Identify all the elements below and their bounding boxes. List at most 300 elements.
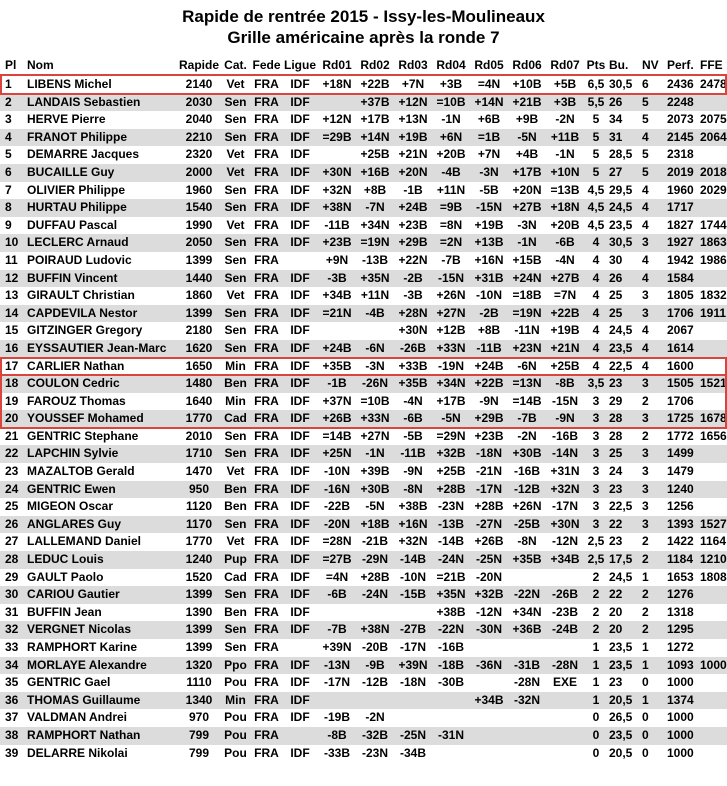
cell-rd04: -14B	[437, 534, 464, 549]
cell-rd06: +9B	[515, 112, 539, 127]
cell-pts: 3	[592, 411, 600, 426]
cell-rd04: -15N	[437, 270, 464, 285]
cell-fede: FRA	[254, 552, 279, 567]
cell-rd04: +25B	[436, 464, 466, 479]
cell-fede: FRA	[254, 481, 279, 496]
table-row	[0, 481, 727, 499]
cell-ffe: 1678	[700, 411, 727, 426]
cell-ligue: IDF	[290, 411, 310, 426]
cell-pts: 6,5	[587, 77, 605, 91]
cell-pl: 23	[5, 464, 19, 479]
cell-bu: 22	[609, 516, 623, 531]
cell-cat: Sen	[224, 305, 247, 320]
cell-rd06: =18B	[512, 288, 542, 303]
cell-pl: 13	[5, 288, 19, 303]
cell-rd01: -17N	[323, 675, 350, 690]
cell-rapide: 1240	[185, 552, 213, 567]
cell-ligue: IDF	[290, 534, 310, 549]
cell-rd05: -9N	[479, 393, 499, 408]
cell-fede: FRA	[254, 288, 279, 303]
cell-rd03: +24B	[398, 200, 428, 215]
cell-fede: FRA	[254, 569, 279, 584]
cell-pl: 36	[5, 692, 19, 707]
cell-perf: 1000	[667, 727, 694, 742]
cell-bu: 17,5	[609, 552, 633, 567]
cell-pl: 18	[5, 376, 19, 391]
cell-ffe	[699, 358, 727, 376]
cell-fede: FRA	[254, 323, 279, 338]
cell-rd03: +32N	[398, 534, 428, 549]
cell-perf: 2248	[667, 94, 694, 109]
cell-rd01: -13N	[323, 657, 350, 672]
cell-ffe: 1808	[700, 569, 727, 584]
cell-rd07: +21N	[550, 340, 580, 355]
cell-rd06: +26N	[512, 499, 542, 514]
cell-cat: Sen	[224, 200, 247, 215]
cell-bu: 24,5	[609, 200, 633, 215]
cell-rd02: -2N	[365, 710, 385, 725]
cell-nv: 5	[642, 112, 649, 127]
cell-fede: FRA	[254, 182, 279, 197]
cell-nom: DELARRE Nikolai	[27, 745, 128, 760]
cell-rd06: =14B	[512, 393, 542, 408]
cell-rd07: -28N	[551, 657, 578, 672]
cell-perf: 1706	[667, 393, 694, 408]
cell-perf: 1272	[667, 640, 694, 654]
cell-rd05: -12N	[475, 604, 502, 619]
cell-bu: 22,5	[609, 499, 633, 514]
cell-perf: 1000	[667, 675, 694, 690]
cell-rd01: +38N	[322, 200, 352, 215]
cell-nom: LIBENS Michel	[27, 77, 112, 91]
cell-ligue: IDF	[290, 77, 310, 91]
cell-fede: FRA	[254, 516, 279, 531]
cell-pts: 4,5	[587, 217, 605, 232]
cell-nv: 2	[642, 622, 649, 637]
cell-pl: 6	[5, 164, 12, 179]
cell-ligue: IDF	[290, 552, 310, 567]
cell-rd01	[318, 692, 356, 710]
table-row	[0, 199, 727, 217]
cell-perf: 2073	[667, 112, 694, 127]
cell-ffe	[699, 270, 727, 288]
cell-fede: FRA	[254, 640, 279, 654]
cell-pl: 4	[5, 129, 12, 144]
cell-perf: 1927	[667, 235, 694, 250]
cell-pl: 2	[5, 94, 12, 109]
cell-pts: 2	[592, 569, 600, 584]
cell-rd04: +12B	[436, 323, 466, 338]
cell-rd04: +26N	[436, 288, 466, 303]
cell-ligue: IDF	[290, 129, 310, 144]
standings-subtitle: Grille américaine après la ronde 7	[227, 28, 500, 47]
cell-perf: 2067	[667, 323, 694, 338]
cell-nom: RAMPHORT Nathan	[27, 727, 141, 742]
cell-cat: Sen	[224, 640, 247, 654]
cell-rapide: 2010	[185, 428, 213, 443]
cell-rd02	[356, 692, 394, 710]
cell-rd03: +16N	[398, 516, 428, 531]
cell-pts: 3	[592, 464, 600, 479]
cell-pl: 20	[5, 411, 19, 426]
cell-rd06: -25B	[513, 516, 540, 531]
cell-fede: FRA	[254, 587, 279, 602]
cell-nom: GAULT Paolo	[27, 569, 104, 584]
cell-ffe	[699, 393, 727, 411]
cell-rd06: +4B	[515, 147, 539, 162]
cell-rd05: -17N	[475, 481, 502, 496]
cell-rd01: -7B	[327, 622, 347, 637]
cell-fede: FRA	[254, 147, 279, 162]
cell-pl: 27	[5, 534, 19, 549]
cell-ligue: IDF	[290, 569, 310, 584]
cell-cat: Vet	[226, 164, 245, 179]
table-row	[0, 217, 727, 235]
cell-ligue: IDF	[290, 112, 310, 127]
cell-pl: 34	[5, 657, 19, 672]
cell-bu: 24	[609, 464, 623, 479]
cell-rd07: -15N	[551, 393, 578, 408]
cell-rd05: -27N	[475, 516, 502, 531]
cell-nom: FRANOT Philippe	[27, 129, 127, 144]
cell-rd03: -6B	[403, 411, 423, 426]
cell-rd07: +32N	[550, 481, 580, 496]
cell-rd02: -24N	[361, 587, 388, 602]
cell-nv: 4	[642, 270, 649, 285]
cell-rd02: -29N	[361, 552, 388, 567]
cell-pts: 4	[592, 288, 600, 303]
cell-ffe	[699, 639, 727, 657]
cell-rd04	[432, 709, 470, 727]
cell-rd01: -1B	[327, 376, 347, 391]
cell-ffe	[699, 621, 727, 639]
cell-cat: Cad	[224, 569, 247, 584]
cell-nv: 3	[642, 288, 649, 303]
cell-pts: 1	[592, 675, 600, 690]
cell-rd03: +12N	[398, 94, 428, 109]
cell-rd07: +20B	[550, 217, 580, 232]
cell-pts: 1	[592, 657, 600, 672]
cell-ffe: 1164	[700, 534, 727, 549]
cell-fede: FRA	[254, 340, 279, 355]
cell-rd02: -1N	[365, 446, 385, 461]
cell-ffe	[699, 463, 727, 481]
cell-nv: 4	[642, 129, 649, 144]
cell-rd05: -3N	[479, 164, 499, 179]
cell-pl: 8	[5, 200, 12, 215]
cell-cat: Min	[225, 393, 246, 408]
cell-rd01: -16N	[323, 481, 350, 496]
cell-rd06: -11N	[514, 323, 540, 338]
cell-nv: 1	[642, 569, 649, 584]
cell-rapide: 1520	[185, 569, 213, 584]
cell-fede: FRA	[254, 727, 279, 742]
cell-perf: 1653	[667, 569, 694, 584]
cell-rd04: =2N	[439, 235, 463, 250]
cell-rd03: -10N	[399, 569, 426, 584]
cell-rd02: +11N	[360, 288, 390, 303]
column-header-nom: Nom	[26, 56, 178, 75]
table-row	[0, 657, 727, 675]
cell-rd06	[508, 745, 546, 763]
cell-rd03: +39N	[398, 657, 428, 672]
cell-rd02: +33N	[360, 411, 390, 426]
cell-pts: 4,5	[587, 200, 605, 215]
cell-rd06: -31B	[513, 657, 540, 672]
cell-ffe	[699, 727, 727, 745]
cell-rd06: -2N	[517, 428, 537, 443]
cell-pts: 3,5	[587, 376, 605, 391]
cell-ligue: IDF	[290, 217, 310, 232]
cell-ligue: IDF	[290, 235, 310, 250]
cell-nv: 4	[642, 217, 649, 232]
cell-ffe: 1832	[700, 288, 727, 303]
cell-nv: 0	[642, 710, 649, 725]
cell-pl: 30	[5, 587, 19, 602]
cell-rd02	[356, 322, 394, 340]
cell-rapide: 1399	[185, 252, 213, 267]
cell-cat: Ben	[224, 376, 247, 391]
cell-ffe	[699, 745, 727, 763]
cell-pts: 3	[592, 481, 600, 496]
cell-nv: 0	[642, 675, 649, 690]
cell-rd07: =13B	[550, 182, 580, 197]
cell-rd06: -28N	[513, 675, 540, 690]
table-row	[0, 358, 727, 376]
cell-ligue: IDF	[290, 675, 310, 690]
cell-ligue: IDF	[290, 516, 310, 531]
cell-pl: 25	[5, 499, 19, 514]
cell-rd01: +37N	[322, 393, 352, 408]
cell-perf: 1499	[667, 446, 694, 461]
cell-rapide: 1399	[185, 305, 213, 320]
cell-ffe	[699, 498, 727, 516]
cell-nom: DUFFAU Pascal	[27, 217, 118, 232]
cell-rd07: +5B	[553, 77, 577, 91]
cell-rd02: +14N	[360, 129, 390, 144]
cell-rd03: -26B	[399, 340, 426, 355]
cell-perf: 1505	[667, 376, 694, 391]
cell-rd07: +18N	[550, 200, 580, 215]
column-header-perf: Perf.	[666, 56, 699, 75]
cell-perf: 1184	[667, 552, 694, 567]
cell-rd04: =21B	[436, 569, 466, 584]
cell-nv: 2	[642, 552, 649, 567]
cell-ligue: IDF	[290, 622, 310, 637]
cell-ligue: IDF	[290, 376, 310, 391]
cell-rd01: +25N	[322, 446, 352, 461]
cell-nom: CARLIER Nathan	[27, 358, 125, 373]
cell-fede: FRA	[254, 446, 279, 461]
cell-rd07: -16B	[551, 428, 578, 443]
cell-nv: 4	[642, 252, 649, 267]
cell-fede: FRA	[254, 94, 279, 109]
cell-rd03: -1B	[403, 182, 423, 197]
cell-bu: 30	[609, 252, 623, 267]
cell-rapide: 2180	[185, 323, 213, 338]
cell-pts: 4,5	[587, 182, 605, 197]
cell-nom: EYSSAUTIER Jean-Marc	[27, 340, 167, 355]
cell-rd06: -12B	[513, 481, 540, 496]
cell-rd04: =8N	[439, 217, 463, 232]
table-row	[0, 569, 727, 587]
cell-ffe: 2075	[700, 112, 727, 127]
table-row	[0, 322, 727, 340]
cell-pts: 2	[592, 587, 600, 602]
cell-rd01: +30N	[322, 164, 352, 179]
cell-pts: 0	[592, 727, 600, 742]
cell-fede: FRA	[254, 428, 279, 443]
cell-nv: 3	[642, 481, 649, 496]
cell-rd05: +29B	[474, 411, 504, 426]
cell-nv: 5	[642, 164, 649, 179]
table-row	[0, 727, 727, 745]
cell-nom: FAROUZ Thomas	[27, 393, 126, 408]
cell-rd02: +18B	[360, 516, 390, 531]
cell-cat: Sen	[224, 323, 247, 338]
cell-bu: 28	[609, 428, 623, 443]
cell-rd03	[394, 692, 432, 710]
cell-pts: 2	[592, 622, 600, 637]
cell-rd03: +21N	[398, 147, 428, 162]
cell-rd04: +34N	[436, 376, 466, 391]
cell-rd04: +35N	[436, 587, 466, 602]
cell-rapide: 2040	[185, 112, 213, 127]
cell-pl: 1	[5, 77, 12, 91]
cell-rd01: -8B	[327, 727, 347, 742]
cell-bu: 20	[609, 622, 623, 637]
cell-rd04	[432, 692, 470, 710]
cell-perf: 1725	[667, 411, 694, 426]
cell-pl: 12	[5, 270, 19, 285]
cell-rd06: -32N	[513, 692, 540, 707]
cell-pts: 0	[592, 710, 600, 725]
cell-perf: 1000	[667, 710, 694, 725]
cell-ligue	[282, 727, 318, 745]
cell-perf: 1240	[667, 481, 694, 496]
cell-bu: 23,5	[609, 657, 633, 672]
cell-perf: 1393	[667, 516, 694, 531]
cell-rapide: 1650	[185, 358, 213, 373]
cell-pts: 4	[592, 270, 600, 285]
cell-bu: 23	[609, 534, 623, 549]
cell-rd06: -7B	[517, 411, 537, 426]
cell-ligue: IDF	[290, 657, 310, 672]
cell-nom: CAPDEVILA Nestor	[27, 305, 138, 320]
cell-ligue: IDF	[290, 200, 310, 215]
cell-ffe: 2029	[700, 182, 727, 197]
cell-ligue: IDF	[290, 499, 310, 514]
cell-pts: 5,5	[587, 94, 605, 109]
cell-rd01: +34B	[322, 288, 352, 303]
cell-rd01: -6B	[327, 587, 347, 602]
cell-rd05	[470, 745, 508, 763]
cell-rd01: -10N	[323, 464, 350, 479]
cell-rapide: 799	[188, 745, 210, 760]
cell-rapide: 1340	[185, 692, 213, 707]
cell-rd06	[508, 727, 546, 745]
cell-perf: 1295	[667, 622, 694, 637]
cell-nom: VALDMAN Andrei	[27, 710, 127, 725]
cell-pts: 4	[592, 340, 600, 355]
cell-rd01: =21N	[322, 305, 352, 320]
column-header-cat: Cat.	[220, 56, 251, 75]
cell-nv: 0	[642, 727, 649, 742]
cell-cat: Sen	[224, 235, 247, 250]
cell-rd07	[546, 639, 584, 657]
cell-pl: 26	[5, 516, 19, 531]
cell-rd04: +3B	[439, 77, 463, 91]
cell-nom: VERGNET Nicolas	[27, 622, 132, 637]
table-row	[0, 375, 727, 393]
cell-rd07: -9N	[555, 411, 575, 426]
cell-rd02: +8B	[363, 182, 387, 197]
cell-rd03: -11B	[400, 446, 426, 461]
cell-cat: Vet	[226, 147, 245, 162]
standings-table	[0, 56, 727, 762]
cell-pts: 3	[592, 393, 600, 408]
cell-bu: 26,5	[609, 710, 633, 725]
cell-perf: 2436	[667, 77, 694, 91]
cell-rd07: +31N	[550, 464, 580, 479]
cell-rapide: 799	[188, 727, 210, 742]
cell-rapide: 1390	[185, 604, 213, 619]
table-row	[0, 393, 727, 411]
cell-nom: LEDUC Louis	[27, 552, 104, 567]
table-row	[0, 674, 727, 692]
cell-fede: FRA	[254, 305, 279, 320]
cell-rapide: 1770	[185, 534, 213, 549]
cell-nom: BUCAILLE Guy	[27, 164, 115, 179]
cell-ligue: IDF	[290, 288, 310, 303]
cell-fede: FRA	[254, 745, 279, 760]
cell-nv: 4	[642, 358, 649, 373]
cell-nom: POIRAUD Ludovic	[27, 252, 132, 267]
cell-rd07: +11B	[550, 129, 580, 144]
cell-rd04: -31N	[437, 727, 464, 742]
cell-fede: FRA	[254, 393, 279, 408]
cell-rd03: -14B	[399, 552, 426, 567]
cell-nom: COULON Cedric	[27, 376, 120, 391]
table-row	[0, 287, 727, 305]
cell-nv: 1	[642, 640, 649, 654]
cell-pts: 1	[592, 692, 600, 707]
cell-rd05: +7N	[477, 147, 501, 162]
cell-rd03: +29B	[398, 235, 428, 250]
cell-rapide: 1990	[185, 217, 213, 232]
cell-rd07: +22B	[550, 305, 580, 320]
cell-rd07: -1N	[555, 147, 575, 162]
table-row	[0, 445, 727, 463]
cell-cat: Sen	[224, 112, 247, 127]
cell-bu: 20,5	[609, 745, 633, 760]
cell-cat: Vet	[226, 288, 245, 303]
cell-ffe: 1911	[700, 305, 727, 320]
cell-ffe	[699, 604, 727, 622]
cell-nom: GENTRIC Stephane	[27, 428, 139, 443]
cell-ligue: IDF	[290, 270, 310, 285]
cell-rd06: -1N	[517, 235, 537, 250]
cell-rd05: +24B	[474, 358, 504, 373]
cell-nom: LANDAIS Sebastien	[27, 94, 141, 109]
cell-rd05: +34B	[474, 692, 504, 707]
cell-fede: FRA	[254, 129, 279, 144]
cell-rapide: 1399	[185, 640, 213, 654]
cell-rd06	[508, 709, 546, 727]
cell-rd03: +22N	[398, 252, 428, 267]
cell-rapide: 1620	[185, 340, 213, 355]
cell-rd04: -13B	[437, 516, 464, 531]
